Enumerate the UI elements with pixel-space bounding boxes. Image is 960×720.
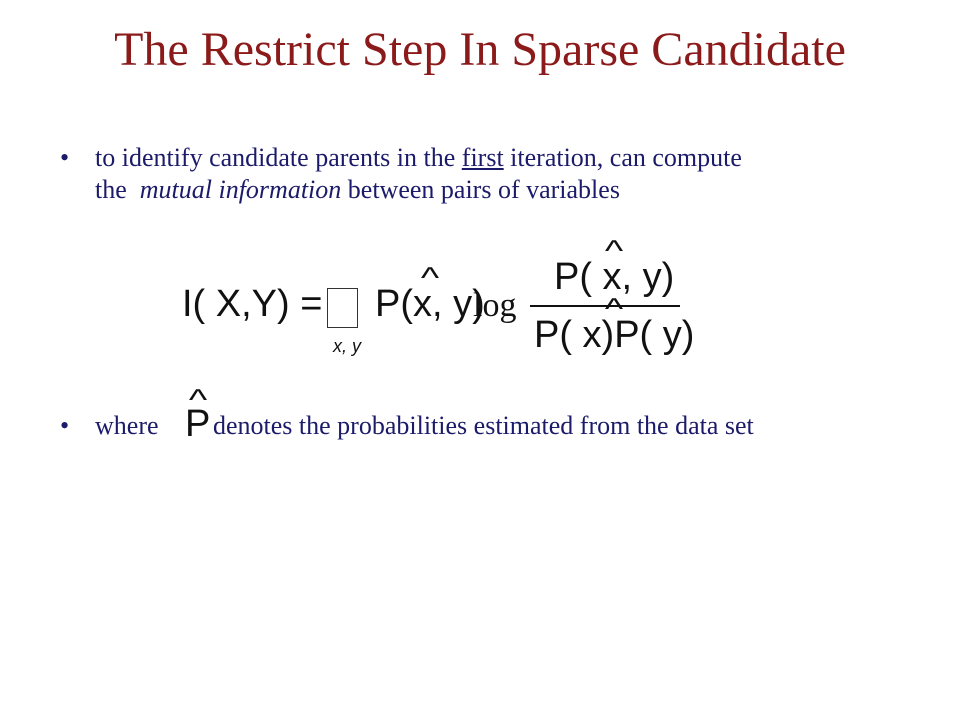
- formula-lhs: I( X,Y) =: [182, 283, 323, 325]
- fraction-numerator: ^ P( x, y): [554, 255, 674, 299]
- bullet-marker-1: •: [60, 143, 70, 172]
- bullet-1-text-middle: iteration, can compute: [503, 143, 742, 172]
- bullet-1-underlined-word: first: [461, 143, 504, 172]
- formula-term-p-hat: ^ P(x, y): [375, 282, 485, 326]
- fraction-denominator: ^ P( x)P( y): [534, 313, 694, 357]
- summation-symbol-box: [327, 288, 358, 328]
- bullet-text-1: [95, 142, 915, 206]
- bullet-1-line2-before: the: [95, 175, 140, 204]
- bullet-1-emphasis: mutual information: [139, 175, 342, 204]
- summation-subscript: x, y: [333, 336, 362, 356]
- bullet-2-before-symbol: where: [95, 411, 159, 440]
- formula-log: log: [473, 287, 517, 324]
- bullet-1-text-before: to identify candidate parents in the: [95, 143, 462, 172]
- formula-term: [375, 282, 485, 326]
- bullet-marker-2: •: [60, 411, 70, 440]
- bullet-2-after-symbol: denotes the probabilities estimated from the data set: [213, 411, 754, 440]
- slide-title: The Restrict Step In Sparse Candidate: [114, 23, 846, 76]
- bullet-1-line2-after: between pairs of variables: [341, 175, 620, 204]
- p-hat-symbol: ^ P: [185, 404, 210, 444]
